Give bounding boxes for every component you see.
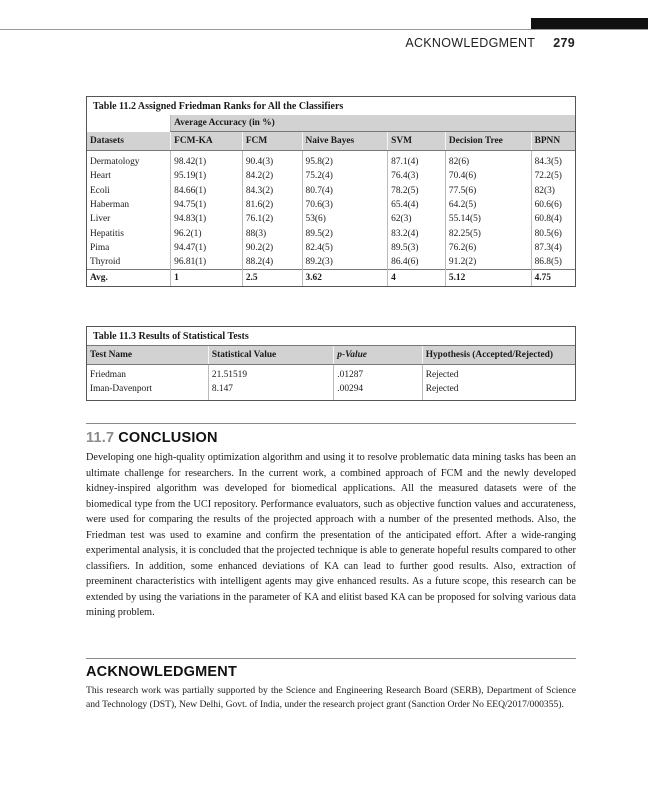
super-header-row (87, 115, 575, 132)
table-cell: 87.3(4) (531, 241, 575, 255)
table-cell: 84.3(2) (242, 184, 302, 198)
table-11-2 (86, 96, 576, 287)
table-cell: 91.2(2) (445, 255, 531, 270)
ranks-table-body (87, 151, 575, 270)
column-header: Statistical Value (208, 346, 333, 365)
table-cell: 60.8(4) (531, 212, 575, 226)
table-cell: 76.2(6) (445, 241, 531, 255)
table-cell: 77.5(6) (445, 184, 531, 198)
table-caption: Table 11.3 Results of Statistical Tests (93, 331, 249, 342)
table-cell: 78.2(5) (388, 184, 446, 198)
table-row (87, 382, 575, 400)
table-cell: 89.5(3) (388, 241, 446, 255)
conclusion-heading (86, 430, 218, 446)
table-cell: 4 (388, 270, 446, 287)
table-cell: 84.2(2) (242, 169, 302, 183)
table-cell: Liver (90, 214, 111, 225)
table-cell: Haberman (90, 200, 130, 211)
table-cell: 83.2(4) (388, 226, 446, 240)
table-cell: 95.8(2) (302, 151, 388, 170)
p-value-header: p-Value (337, 350, 367, 360)
table-row (87, 198, 575, 212)
table-cell: 4.75 (531, 270, 575, 287)
table-cell: 81.6(2) (242, 198, 302, 212)
super-header: Average Accuracy (in %) (171, 115, 575, 132)
table-cell: Iman-Davenport (90, 384, 152, 394)
table-cell: 94.47(1) (171, 241, 243, 255)
header-rule (0, 29, 648, 30)
table-cell: Dermatology (90, 157, 140, 168)
ranks-table (87, 115, 575, 286)
table-cell: 76.1(2) (242, 212, 302, 226)
table-cell: .01287 (334, 365, 422, 383)
table-cell: 96.81(1) (171, 255, 243, 270)
table-cell: 94.75(1) (171, 198, 243, 212)
column-header (334, 346, 422, 365)
table-cell: 80.5(6) (531, 226, 575, 240)
table-cell: Pima (90, 242, 110, 253)
table-cell: 84.66(1) (171, 184, 243, 198)
column-header: Naive Bayes (302, 132, 388, 151)
table-cell: 94.83(1) (171, 212, 243, 226)
table-cell: 70.6(3) (302, 198, 388, 212)
column-header: FCM (242, 132, 302, 151)
column-header: FCM-KA (171, 132, 243, 151)
table-cell: Rejected (422, 382, 575, 400)
table-cell: 82.4(5) (302, 241, 388, 255)
table-cell: 87.1(4) (388, 151, 446, 170)
acknowledgment-text: This research work was partially supported by the Science and Engineering Research Board (SERB), Department of Science and Technology (DST), New Delhi, Govt. of India, under the research project grant (Sanction Order No EEQ/2017/000355). (86, 685, 576, 710)
table-cell: 96.2(1) (171, 226, 243, 240)
table-row (87, 184, 575, 198)
table-cell: 70.4(6) (445, 169, 531, 183)
column-header: Datasets (87, 132, 171, 151)
table-row (87, 255, 575, 270)
acknowledgment-heading: ACKNOWLEDGMENT (86, 664, 238, 680)
running-head (405, 36, 575, 50)
table-cell: 82(3) (531, 184, 575, 198)
table-cell: 88.2(4) (242, 255, 302, 270)
section-divider (86, 658, 576, 659)
table-row (87, 365, 575, 383)
table-cell: 3.62 (302, 270, 388, 287)
table-cell: Thyroid (90, 257, 121, 268)
header-row (87, 346, 575, 365)
column-header: Test Name (87, 346, 208, 365)
table-cell: Heart (90, 171, 111, 182)
table-cell: 1 (171, 270, 243, 287)
table-row (87, 169, 575, 183)
table-cell: 76.4(3) (388, 169, 446, 183)
table-cell: 62(3) (388, 212, 446, 226)
table-row (87, 212, 575, 226)
table-row (87, 241, 575, 255)
table-cell: 82(6) (445, 151, 531, 170)
table-cell: 89.2(3) (302, 255, 388, 270)
table-cell: Avg. (87, 270, 171, 287)
table-cell: 86.4(6) (388, 255, 446, 270)
table-cell: 90.4(3) (242, 151, 302, 170)
section-divider (86, 423, 576, 424)
conclusion-text: Developing one high-quality optimization algorithm and using it to resolve problematic data mining tasks has been an ultimate challenge for researchers. In the current work, a combined approach of FCM and the newly developed kidney-inspired algorithm was developed for biomedical applications. All the measured datasets were of the biomedical type from the UCI repository. Performance evaluators, such as objective function values and accurateness, were used for comparing the results of the projected approach with a number of the presented methods. Also, the Friedman test was used to examine and confirm the presentation of the anticipated effort. After a wide-ranging experimental analysis, it is concluded that the projected technique is able to generate hopeful results compared to other classifiers. In addition, some enhanced deviations of KA can lead to further good results. Also, extraction of preeminent characteristics with intelligent agents may give enhanced results. As a future scope, this research can be extended by using the variations in the parameter of KA and elitist based KA can be proposed for solving various data mining problem. (86, 452, 576, 619)
table-cell: 84.3(5) (531, 151, 575, 170)
table-cell: 60.6(6) (531, 198, 575, 212)
running-head-title: ACKNOWLEDGMENT (405, 36, 536, 50)
page-number: 279 (553, 36, 575, 50)
table-cell: 55.14(5) (445, 212, 531, 226)
table-cell: 80.7(4) (302, 184, 388, 198)
table-cell: Friedman (90, 370, 126, 380)
table-cell: 88(3) (242, 226, 302, 240)
table-cell: 64.2(5) (445, 198, 531, 212)
table-cell: Hepatitis (90, 228, 124, 239)
table-cell: 72.2(5) (531, 169, 575, 183)
column-header: Decision Tree (445, 132, 531, 151)
table-caption: Table 11.2 Assigned Friedman Ranks for All the Classifiers (93, 101, 344, 112)
header-row (87, 132, 575, 151)
table-cell: 90.2(2) (242, 241, 302, 255)
table-cell: 98.42(1) (171, 151, 243, 170)
table-11-3 (86, 326, 576, 401)
table-cell: 86.8(5) (531, 255, 575, 270)
table-cell: 21.51519 (208, 365, 333, 383)
table-row (87, 226, 575, 240)
column-header: BPNN (531, 132, 575, 151)
table-cell: Ecoli (90, 185, 110, 196)
stats-table-body (87, 365, 575, 401)
table-cell: Rejected (422, 365, 575, 383)
table-cell: 75.2(4) (302, 169, 388, 183)
table-cell: 95.19(1) (171, 169, 243, 183)
table-cell: 89.5(2) (302, 226, 388, 240)
table-cell: 5.12 (445, 270, 531, 287)
table-cell: 53(6) (302, 212, 388, 226)
section-title: CONCLUSION (118, 430, 218, 446)
table-cell: .00294 (334, 382, 422, 400)
stats-table (87, 345, 575, 400)
table-row (87, 151, 575, 170)
table-cell: 82.25(5) (445, 226, 531, 240)
avg-row (87, 270, 575, 287)
column-header: Hypothesis (Accepted/Rejected) (422, 346, 575, 365)
column-header: SVM (388, 132, 446, 151)
table-cell: 8.147 (208, 382, 333, 400)
table-cell: 65.4(4) (388, 198, 446, 212)
section-number: 11.7 (86, 430, 115, 446)
table-cell: 2.5 (242, 270, 302, 287)
